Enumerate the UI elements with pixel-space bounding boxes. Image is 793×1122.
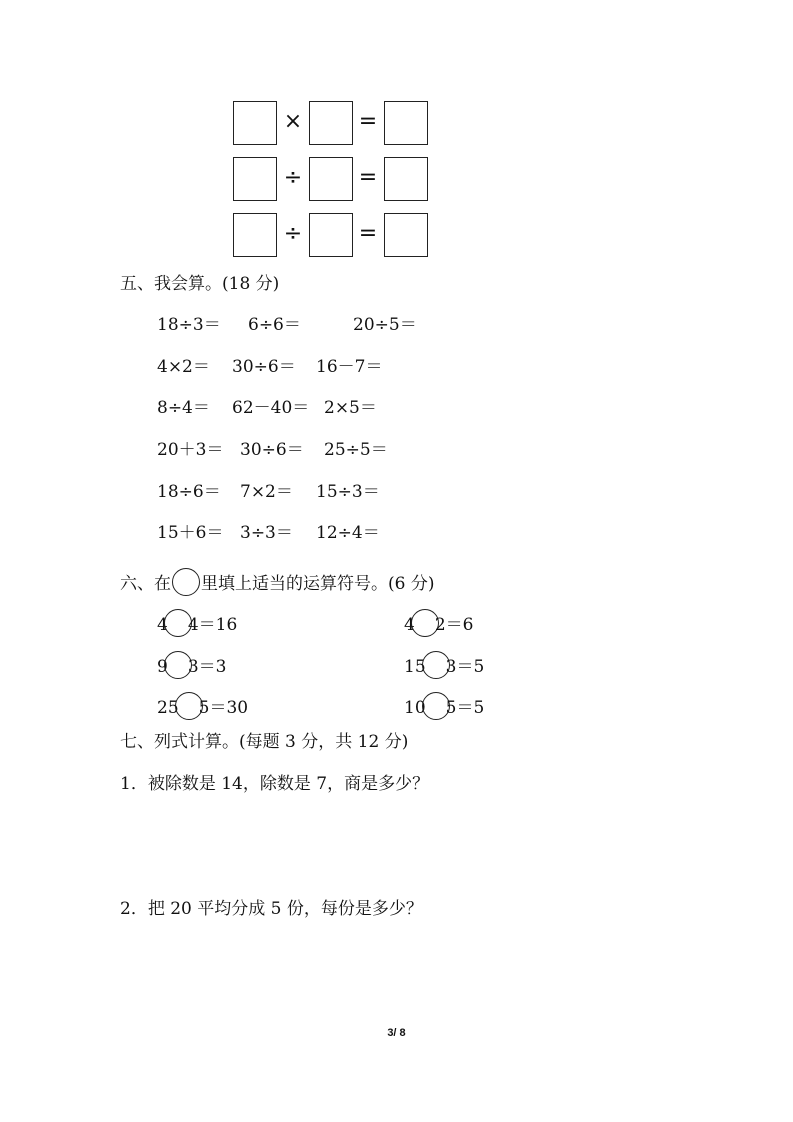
calc-item: 25÷5＝	[324, 440, 388, 460]
fill-left: 10	[404, 698, 426, 718]
fill-left: 4	[404, 615, 415, 635]
calc-item: 12÷4＝	[316, 523, 380, 543]
calc-item: 62－40＝	[232, 398, 310, 418]
fill-left: 4	[157, 615, 168, 635]
answer-box[interactable]	[233, 101, 277, 145]
question-2: 2．把 20 平均分成 5 份，每份是多少？	[120, 899, 423, 919]
section-7-heading: 七、列式计算。(每题 3 分，共 12 分)	[120, 732, 409, 752]
answer-box[interactable]	[233, 157, 277, 201]
fill-left: 9	[157, 657, 168, 677]
calc-item: 15＋6＝	[157, 523, 224, 543]
calc-item: 16－7＝	[316, 357, 383, 377]
fill-right: 5＝5	[445, 698, 485, 718]
answer-box[interactable]	[309, 101, 353, 145]
fill-left: 15	[404, 657, 426, 677]
operator-symbol: ÷	[283, 165, 303, 190]
operator-symbol: ×	[283, 109, 303, 134]
equals-symbol: =	[358, 221, 378, 246]
heading-text: 里填上适当的运算符号。(6 分)	[201, 574, 435, 594]
fill-right: 3＝5	[445, 657, 485, 677]
calc-item: 20÷5＝	[353, 315, 417, 335]
calc-item: 2×5＝	[324, 398, 377, 418]
fill-right: 2＝6	[434, 615, 474, 635]
calc-item: 15÷3＝	[316, 482, 380, 502]
calc-item: 6÷6＝	[248, 315, 301, 335]
calc-item: 30÷6＝	[232, 357, 296, 377]
fill-right: 5＝30	[198, 698, 249, 718]
answer-box[interactable]	[309, 213, 353, 257]
circle-blank-icon	[172, 568, 200, 596]
equals-symbol: =	[358, 109, 378, 134]
heading-text: 六、在	[120, 574, 171, 594]
fill-right: 4＝16	[187, 615, 238, 635]
calc-item: 30÷6＝	[240, 440, 304, 460]
answer-box[interactable]	[384, 213, 428, 257]
fill-right: 3＝3	[187, 657, 227, 677]
answer-box[interactable]	[309, 157, 353, 201]
answer-box[interactable]	[384, 101, 428, 145]
calc-item: 8÷4＝	[157, 398, 210, 418]
fill-item	[404, 651, 484, 679]
calc-item: 4×2＝	[157, 357, 210, 377]
calc-item: 18÷6＝	[157, 482, 221, 502]
equals-symbol: =	[358, 165, 378, 190]
answer-box[interactable]	[384, 157, 428, 201]
section-6-heading	[120, 568, 434, 596]
fill-item	[157, 651, 226, 679]
fill-item	[157, 609, 237, 637]
calc-item: 3÷3＝	[240, 523, 293, 543]
fill-item	[404, 609, 473, 637]
page-number: 3/ 8	[387, 1027, 406, 1039]
calc-item: 7×2＝	[240, 482, 293, 502]
fill-left: 25	[157, 698, 179, 718]
answer-box[interactable]	[233, 213, 277, 257]
section-5-heading: 五、我会算。(18 分)	[120, 274, 280, 294]
calc-item: 18÷3＝	[157, 315, 221, 335]
fill-item	[157, 692, 248, 720]
operator-symbol: ÷	[283, 221, 303, 246]
question-1: 1．被除数是 14，除数是 7，商是多少？	[120, 774, 430, 794]
calc-item: 20＋3＝	[157, 440, 224, 460]
fill-item	[404, 692, 484, 720]
